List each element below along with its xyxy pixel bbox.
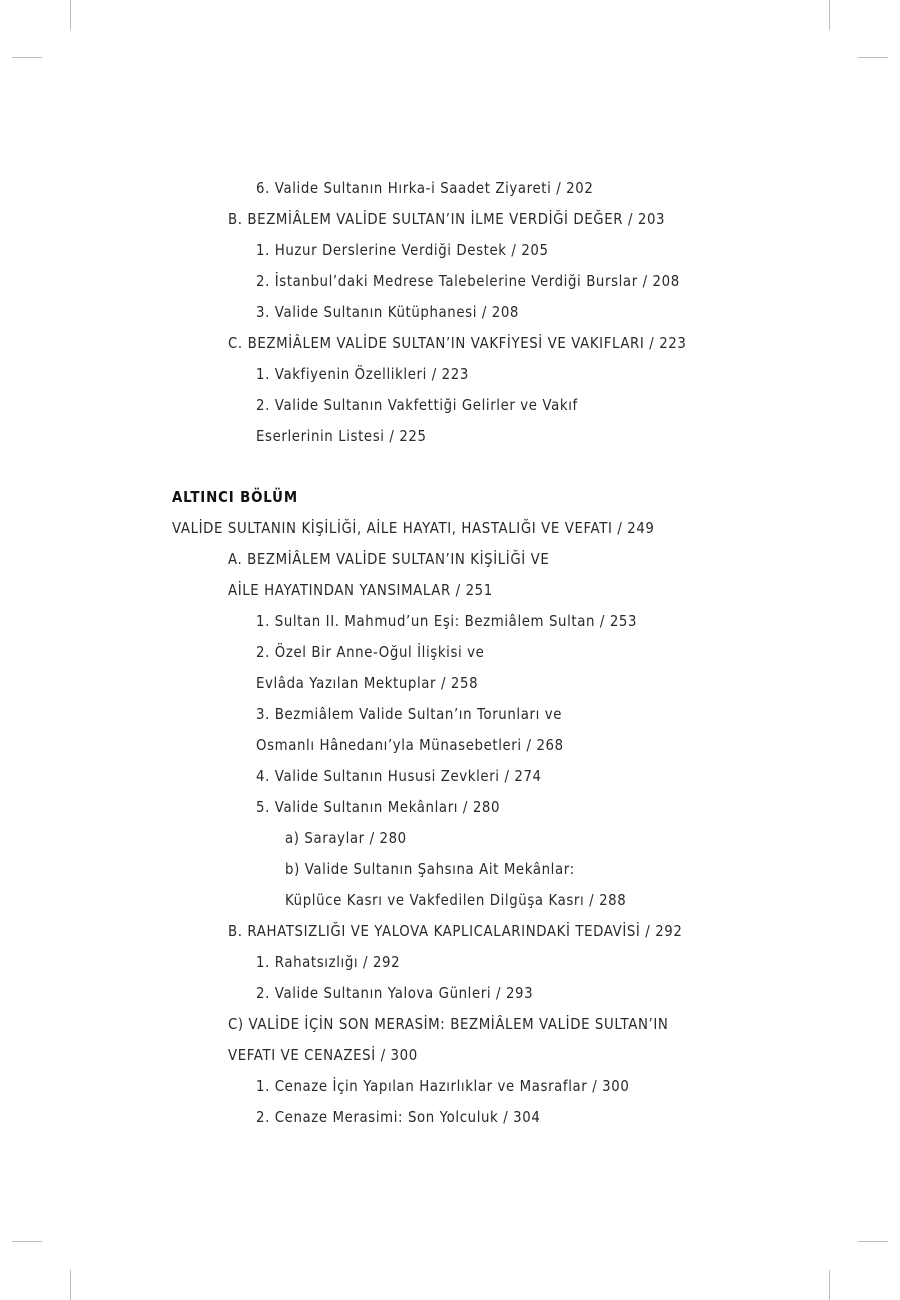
toc-entry: A. BEZMİÂLEM VALİDE SULTAN’IN KİŞİLİĞİ VE	[228, 550, 550, 568]
toc-entry: 1. Rahatsızlığı / 292	[256, 953, 401, 971]
toc-entry: C. BEZMİÂLEM VALİDE SULTAN’IN VAKFİYESİ VE VAKIFLARI / 223	[228, 334, 687, 352]
toc-entry: Eserlerinin Listesi / 225	[256, 427, 427, 445]
toc-entry: 6. Valide Sultanın Hırka-i Saadet Ziyareti / 202	[256, 179, 594, 197]
toc-entry: 3. Bezmiâlem Valide Sultan’ın Torunları ve	[256, 705, 563, 723]
toc-entry: 1. Huzur Derslerine Verdiği Destek / 205	[256, 241, 549, 259]
crop-mark-bottom-right-vertical	[829, 1270, 830, 1300]
crop-mark-top-left-vertical	[70, 0, 71, 30]
toc-entry: B. RAHATSIZLIĞI VE YALOVA KAPLICALARINDAKİ TEDAVİSİ / 292	[228, 922, 683, 940]
toc-entry: B. BEZMİÂLEM VALİDE SULTAN’IN İLME VERDİĞİ DEĞER / 203	[228, 210, 666, 228]
toc-entry: C) VALİDE İÇİN SON MERASİM: BEZMİÂLEM VALİDE SULTAN’IN	[228, 1015, 669, 1033]
toc-entry: 2. Valide Sultanın Yalova Günleri / 293	[256, 984, 534, 1002]
crop-mark-top-left-horizontal	[12, 57, 42, 58]
toc-entry: 2. İstanbul’daki Medrese Talebelerine Verdiği Burslar / 208	[256, 272, 680, 290]
toc-entry: Küplüce Kasrı ve Vakfedilen Dilgüşa Kasrı / 288	[285, 891, 627, 909]
crop-mark-top-right-vertical	[829, 0, 830, 30]
toc-entry: VEFATI VE CENAZESİ / 300	[228, 1046, 418, 1064]
toc-entry: 2. Cenaze Merasimi: Son Yolculuk / 304	[256, 1108, 541, 1126]
toc-entry: 2. Valide Sultanın Vakfettiği Gelirler ve Vakıf	[256, 396, 578, 414]
toc-entry: b) Valide Sultanın Şahsına Ait Mekânlar:	[285, 860, 575, 878]
toc-entry: 5. Valide Sultanın Mekânları / 280	[256, 798, 501, 816]
toc-entry: a) Saraylar / 280	[285, 829, 407, 847]
toc-entry: 1. Vakfiyenin Özellikleri / 223	[256, 365, 469, 383]
toc-entry: 1. Cenaze İçin Yapılan Hazırlıklar ve Masraflar / 300	[256, 1077, 630, 1095]
toc-entry: 1. Sultan II. Mahmud’un Eşi: Bezmiâlem Sultan / 253	[256, 612, 638, 630]
chapter-heading: ALTINCI BÖLÜM	[172, 488, 298, 506]
crop-mark-top-right-horizontal	[858, 57, 888, 58]
toc-entry: 4. Valide Sultanın Hususi Zevkleri / 274	[256, 767, 542, 785]
crop-mark-bottom-left-horizontal	[12, 1241, 42, 1242]
toc-entry: VALİDE SULTANIN KİŞİLİĞİ, AİLE HAYATI, HASTALIĞI VE VEFATI / 249	[172, 519, 655, 537]
toc-entry: 2. Özel Bir Anne-Oğul İlişkisi ve	[256, 643, 485, 661]
crop-mark-bottom-left-vertical	[70, 1270, 71, 1300]
toc-entry: 3. Valide Sultanın Kütüphanesi / 208	[256, 303, 520, 321]
crop-mark-bottom-right-horizontal	[858, 1241, 888, 1242]
toc-entry: Osmanlı Hânedanı’yla Münasebetleri / 268	[256, 736, 564, 754]
toc-entry: Evlâda Yazılan Mektuplar / 258	[256, 674, 479, 692]
toc-entry: AİLE HAYATINDAN YANSIMALAR / 251	[228, 581, 493, 599]
